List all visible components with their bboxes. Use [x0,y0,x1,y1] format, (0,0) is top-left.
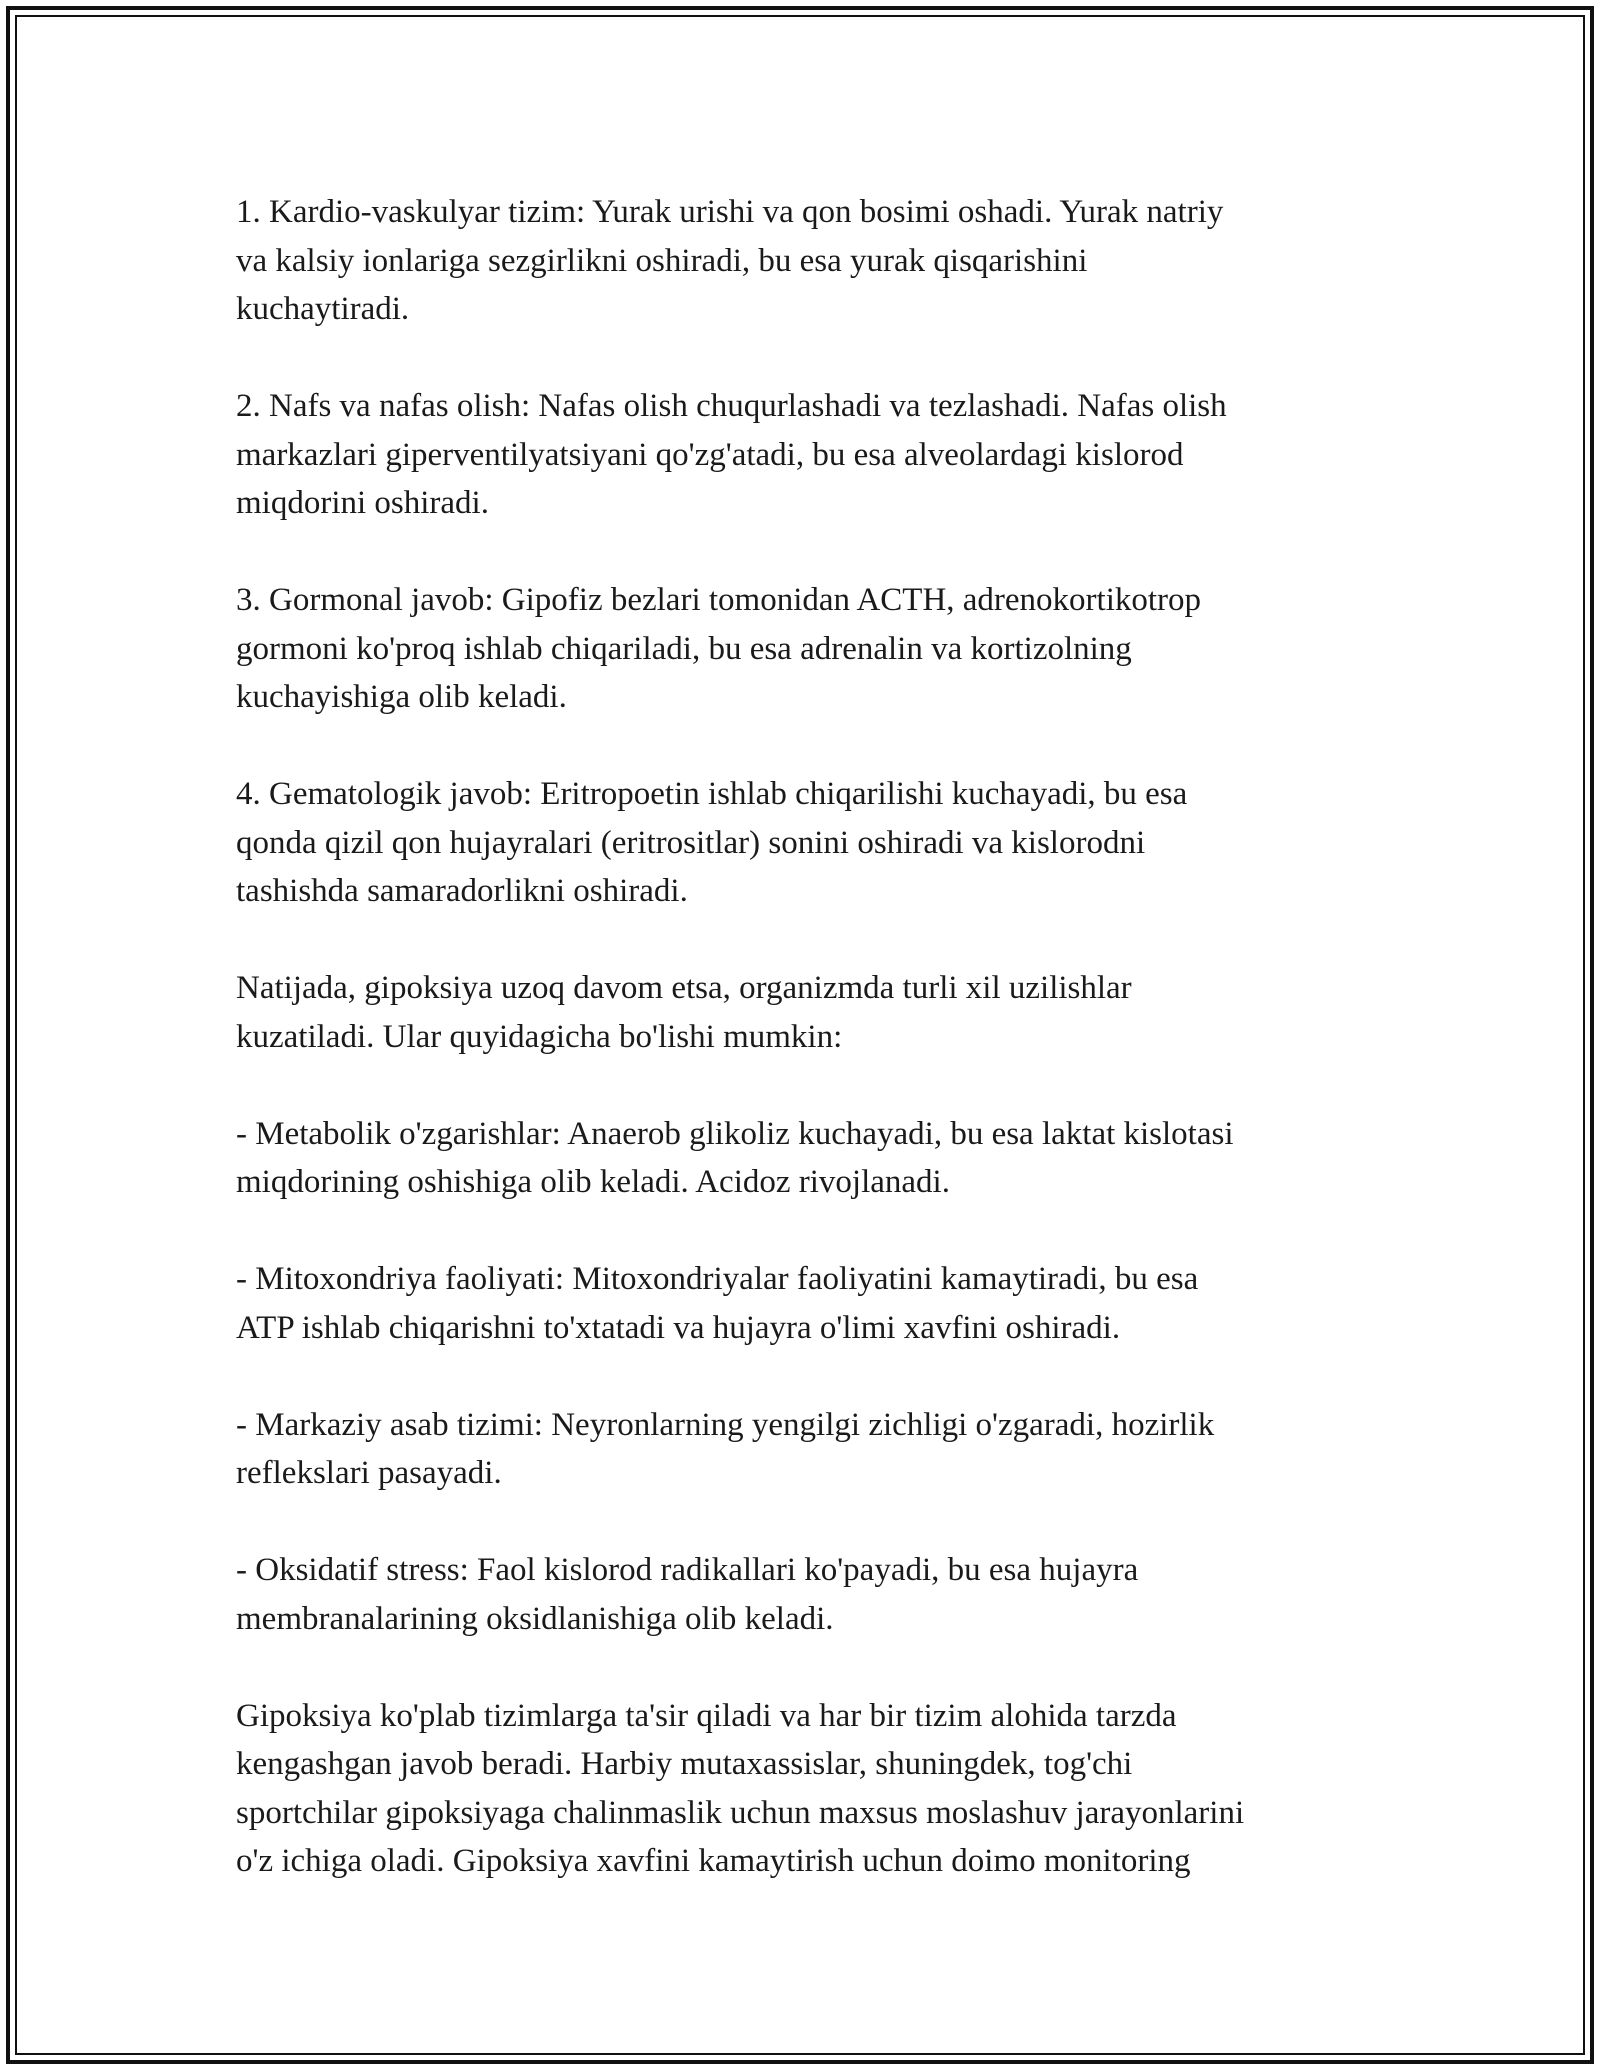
text-line: tashishda samaradorlikni oshiradi. [236,873,688,909]
text-line: membranalarining oksidlanishiga olib keladi. [236,1600,834,1637]
text-line: va kalsiy ionlariga sezgirlikni oshiradi, bu esa yurak qisqarishini [236,242,1088,279]
text-line: qonda qizil qon hujayralari (eritrositlar) sonini oshiradi va kislorodni [236,824,1146,861]
text-line: 2. Nafs va nafas olish: Nafas olish chuqurlashadi va tezlashadi. Nafas olish [236,388,1227,424]
text-line: - Oksidatif stress: Faol kislorod radikallari ko'payadi, bu esa hujayra [236,1552,1139,1588]
text-line: gormoni ko'proq ishlab chiqariladi, bu esa adrenalin va kortizolning [236,630,1132,667]
paragraph-natijada [236,964,1376,1061]
text-line: ATP ishlab chiqarishni to'xtatadi va hujayra o'limi xavfini oshiradi. [236,1309,1121,1346]
text-line: o'z ichiga oladi. Gipoksiya xavfini kamaytirish uchun doimo monitoring [236,1843,1191,1879]
text-line: 4. Gematologik javob: Eritropoetin ishlab chiqarilishi kuchayadi, bu esa [236,776,1188,812]
paragraph-oksidatif [236,1546,1376,1643]
text-line: - Mitoxondriya faoliyati: Mitoxondriyalar faoliyatini kamaytiradi, bu esa [236,1261,1199,1297]
paragraph-nafas [236,382,1376,528]
paragraph-metabolik [236,1110,1376,1207]
text-line: - Markaziy asab tizimi: Neyronlarning yengilgi zichligi o'zgaradi, hozirlik [236,1406,1215,1443]
paragraph-mitoxondriya [236,1255,1376,1352]
text-line: kengashgan javob beradi. Harbiy mutaxassislar, shuningdek, tog'chi [236,1746,1133,1782]
text-line: kuchayishiga olib keladi. [236,679,567,715]
paragraph-kardio [236,188,1376,334]
text-line: - Metabolik o'zgarishlar: Anaerob glikoliz kuchayadi, bu esa laktat kislotasi [236,1115,1234,1152]
text-line: reflekslari pasayadi. [236,1455,502,1491]
text-line: kuzatiladi. Ular quyidagicha bo'lishi mumkin: [236,1018,843,1055]
text-line: Gipoksiya ko'plab tizimlarga ta'sir qiladi va har bir tizim alohida tarzda [236,1697,1177,1734]
text-line: miqdorini oshiradi. [236,485,489,521]
paragraph-markaziy [236,1401,1376,1498]
text-line: markazlari giperventilyatsiyani qo'zg'atadi, bu esa alveolardagi kislorod [236,436,1184,473]
text-line: 1. Kardio-vaskulyar tizim: Yurak urishi va qon bosimi oshadi. Yurak natriy [236,194,1224,230]
text-line: miqdorining oshishiga olib keladi. Acidoz rivojlanadi. [236,1164,950,1200]
paragraph-xulosa [236,1692,1376,1886]
paragraph-gormonal [236,576,1376,722]
text-line: 3. Gormonal javob: Gipofiz bezlari tomonidan ACTH, adrenokortikotrop [236,582,1202,618]
text-line: Natijada, gipoksiya uzoq davom etsa, organizmda turli xil uzilishlar [236,970,1132,1006]
text-line: sportchilar gipoksiyaga chalinmaslik uchun maxsus moslashuv jarayonlarini [236,1794,1245,1831]
document-body [236,188,1376,1934]
text-line: kuchaytiradi. [236,291,410,327]
paragraph-gematologik [236,770,1376,916]
